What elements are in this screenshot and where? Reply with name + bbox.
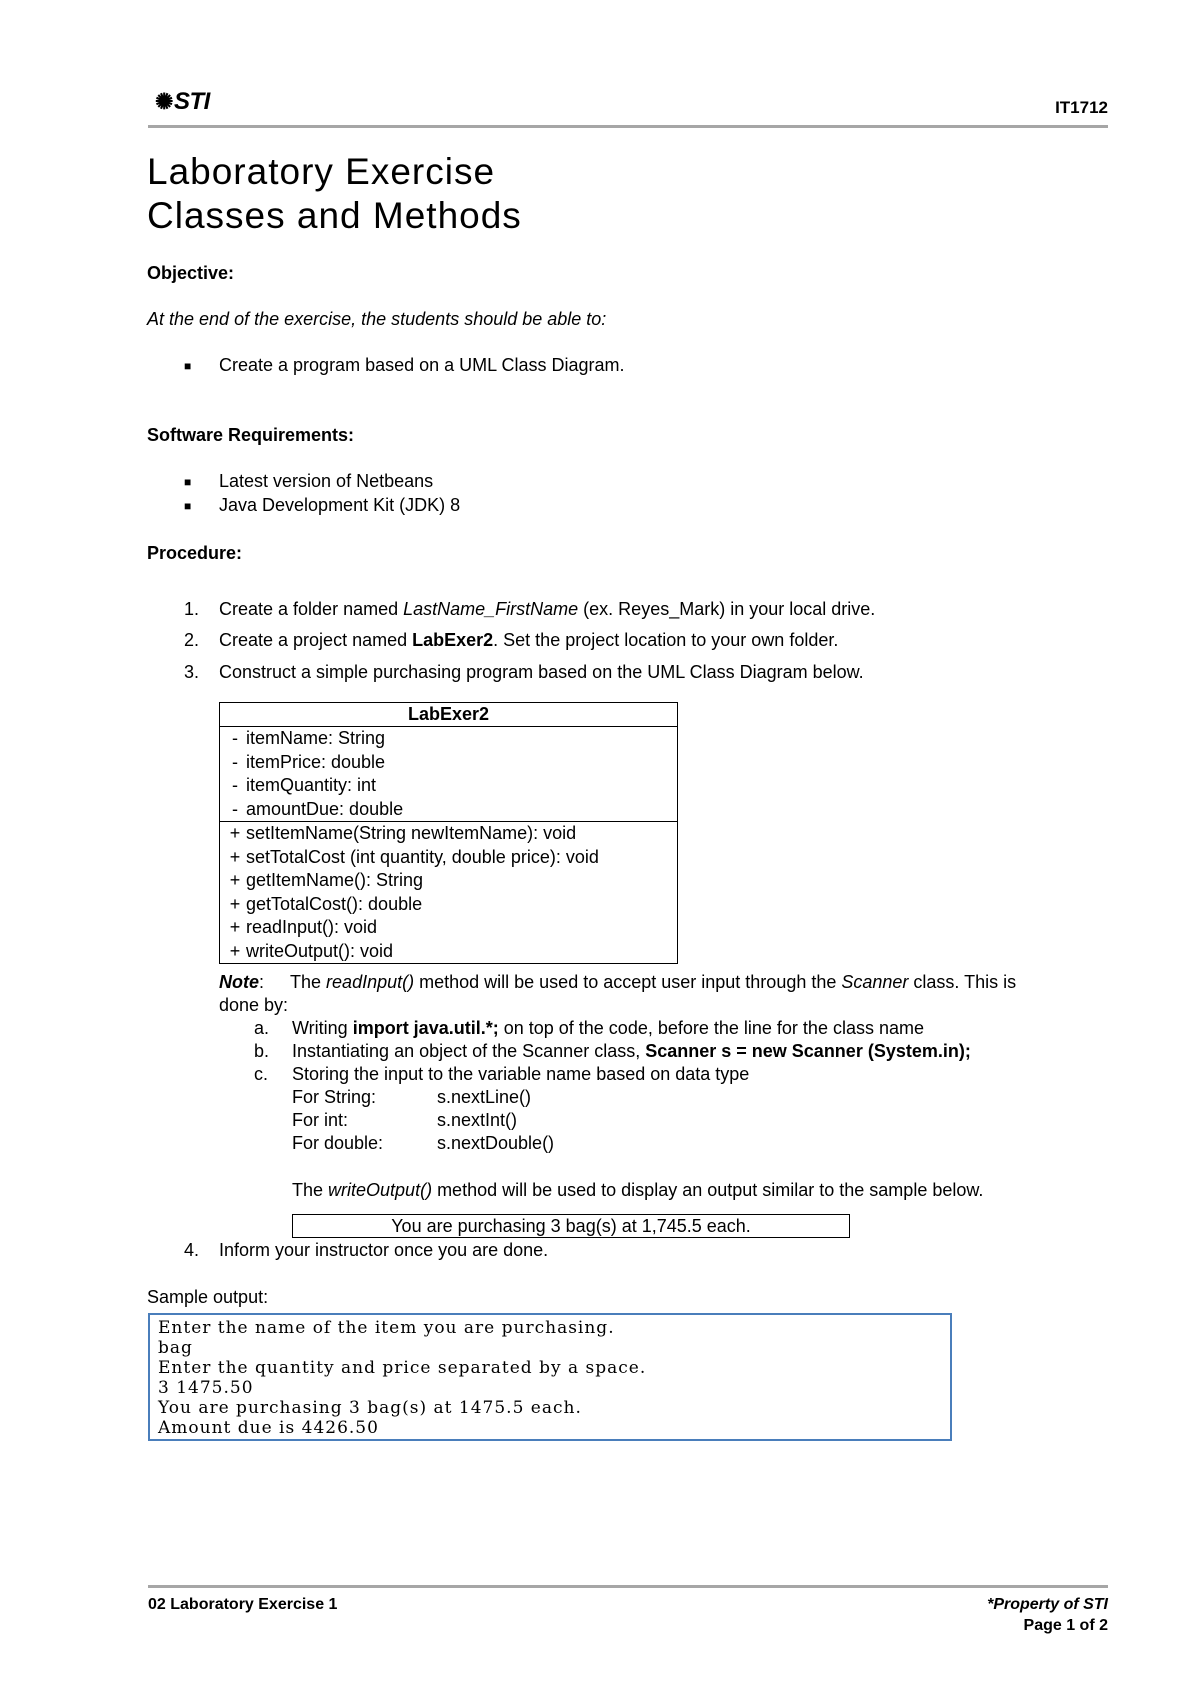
note-item-a: Writing import java.util.*; on top of the code, before the line for the class name	[292, 1018, 924, 1038]
procedure-step-3: Construct a simple purchasing program based on the UML Class Diagram below.	[219, 662, 864, 682]
uml-class-name: LabExer2	[220, 703, 677, 727]
objective-intro: At the end of the exercise, the students should be able to:	[147, 309, 607, 329]
footer-page-number: Page 1 of 2	[1023, 1617, 1108, 1634]
bullet-icon: ■	[184, 499, 192, 513]
page-title-line1: Laboratory Exercise	[147, 151, 496, 192]
objective-item: Create a program based on a UML Class Diagram.	[219, 355, 625, 375]
uml-attribute: - amountDue: double	[232, 798, 404, 819]
uml-methods	[220, 822, 677, 963]
type-label: For double:	[292, 1133, 384, 1153]
uml-attributes	[220, 727, 677, 822]
note-paragraph: Note: The readInput() method will be used to accept user input through the Scanner class. This is	[219, 972, 1017, 992]
software-heading: Software Requirements:	[147, 425, 355, 445]
procedure-step-1: Create a folder named LastName_FirstName (ex. Reyes_Mark) in your local drive.	[219, 599, 876, 619]
footer-property: *Property of STI	[987, 1596, 1108, 1613]
type-method: s.nextDouble()	[437, 1133, 555, 1153]
uml-attribute: - itemPrice: double	[232, 751, 386, 772]
course-code: IT1712	[1055, 98, 1108, 117]
sample-line: bag	[158, 1338, 193, 1358]
note-letter: a.	[254, 1018, 270, 1038]
page-title-line2: Classes and Methods	[147, 195, 522, 236]
note-item-b: Instantiating an object of the Scanner class, Scanner s = new Scanner (System.in);	[292, 1041, 971, 1061]
objective-heading: Objective:	[147, 263, 235, 283]
uml-method: + getItemName(): String	[229, 870, 424, 890]
uml-method: + readInput(): void	[229, 917, 378, 937]
sample-line: You are purchasing 3 bag(s) at 1475.5 each.	[158, 1398, 582, 1418]
software-item: Java Development Kit (JDK) 8	[219, 495, 461, 515]
uml-method: + writeOutput(): void	[229, 940, 394, 961]
uml-method: + setTotalCost (int quantity, double price): void	[229, 846, 599, 867]
uml-method: + setItemName(String newItemName): void	[229, 823, 577, 843]
logo-text: STI	[173, 88, 210, 115]
note-item-c: Storing the input to the variable name based on data type	[292, 1064, 750, 1084]
uml-attribute: - itemQuantity: int	[232, 775, 377, 795]
type-label: For String:	[292, 1087, 377, 1107]
uml-attribute: - itemName: String	[232, 728, 386, 748]
procedure-step-4: Inform your instructor once you are done.	[219, 1240, 549, 1260]
write-output-desc: The writeOutput() method will be used to display an output similar to the sample below.	[292, 1180, 984, 1200]
note-letter: b.	[254, 1041, 270, 1061]
footer-divider	[148, 1585, 1108, 1588]
sample-output-label: Sample output:	[147, 1287, 269, 1307]
sti-logo	[155, 88, 210, 116]
step-number: 3.	[184, 662, 200, 682]
uml-method: + getTotalCost(): double	[229, 893, 423, 914]
header-divider	[148, 125, 1108, 128]
note-paragraph-cont: done by:	[219, 995, 289, 1015]
step-number: 2.	[184, 630, 200, 650]
output-example-box: You are purchasing 3 bag(s) at 1,745.5 each.	[292, 1214, 850, 1238]
type-method: s.nextInt()	[437, 1110, 518, 1130]
sample-output-box	[148, 1313, 952, 1441]
step-number: 1.	[184, 599, 200, 619]
sample-line: 3 1475.50	[158, 1378, 254, 1398]
uml-class-diagram	[219, 702, 678, 964]
software-item: Latest version of Netbeans	[219, 471, 434, 491]
bullet-icon: ■	[184, 475, 192, 489]
type-method: s.nextLine()	[437, 1087, 532, 1107]
sample-line: Enter the name of the item you are purchasing.	[158, 1318, 615, 1338]
procedure-step-2: Create a project named LabExer2. Set the project location to your own folder.	[219, 630, 839, 650]
sample-line: Enter the quantity and price separated by a space.	[158, 1358, 647, 1378]
sample-line: Amount due is 4426.50	[158, 1418, 379, 1438]
step-number: 4.	[184, 1240, 200, 1260]
procedure-heading: Procedure:	[147, 543, 243, 563]
type-label: For int:	[292, 1110, 349, 1130]
note-letter: c.	[254, 1064, 269, 1084]
footer-doc-title: 02 Laboratory Exercise 1	[148, 1596, 338, 1613]
logo-emblem-icon: ✺	[155, 89, 173, 114]
bullet-icon: ■	[184, 359, 192, 373]
